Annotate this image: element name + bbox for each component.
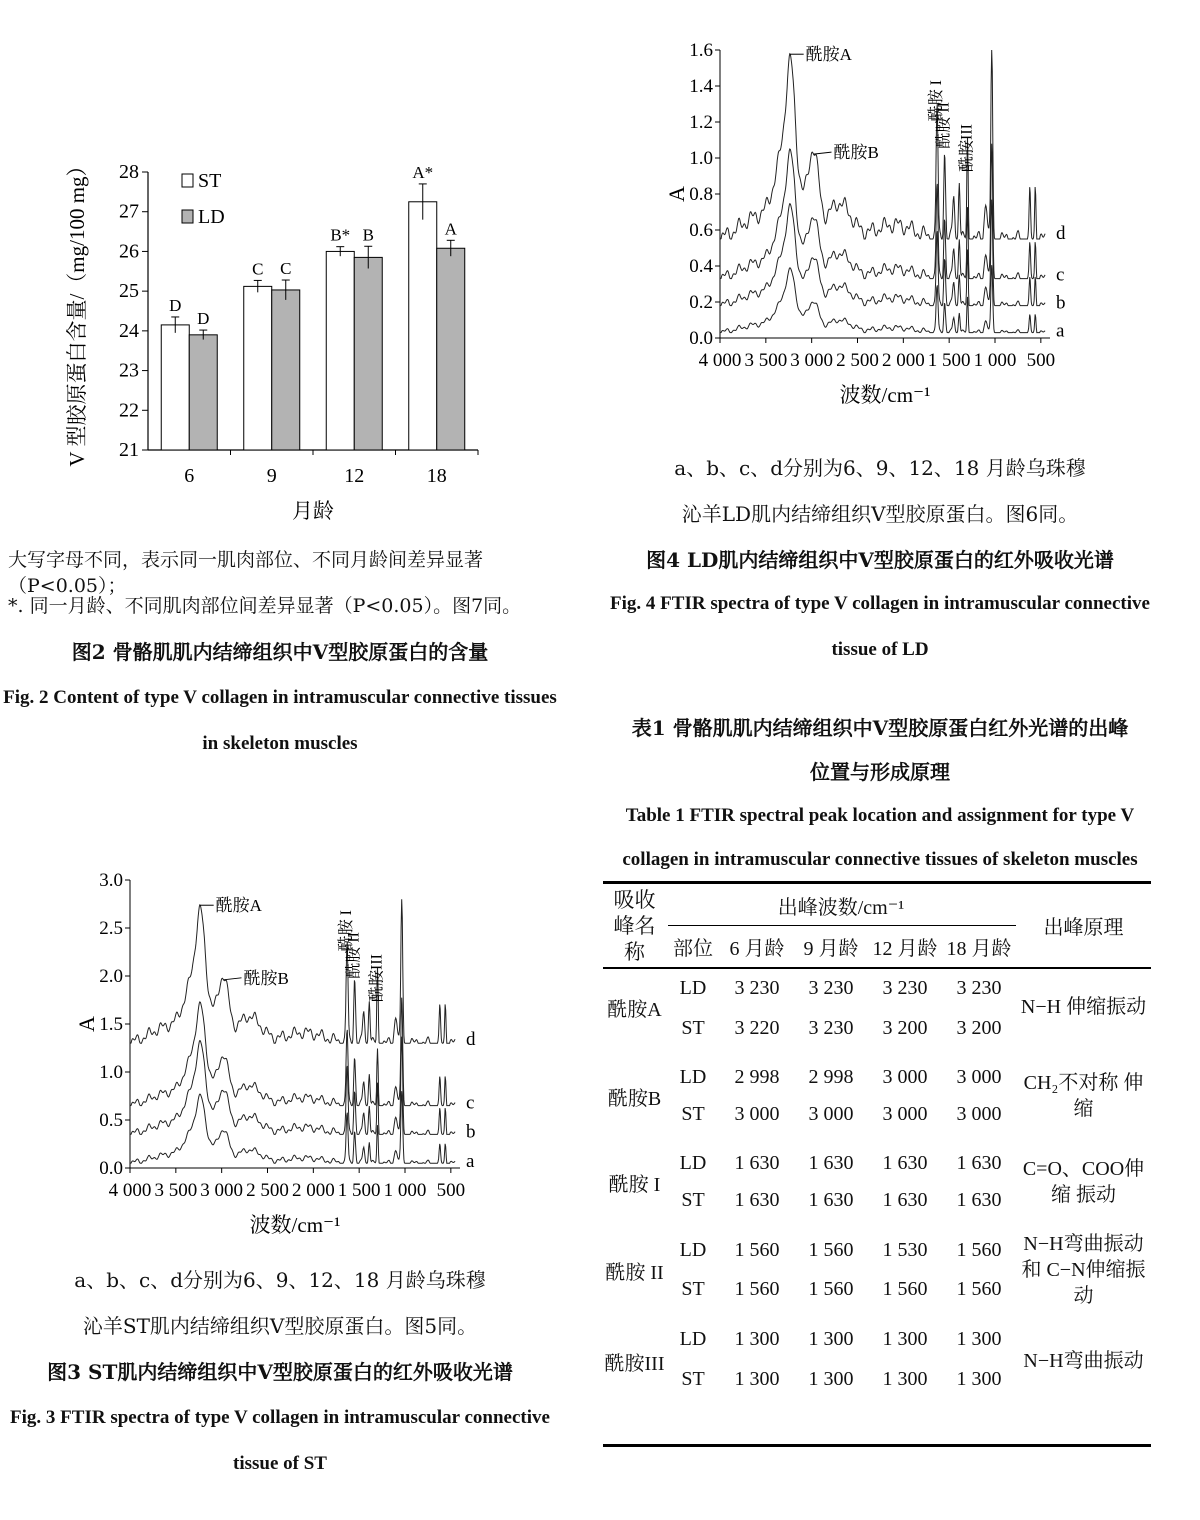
fig2-y-tick-label: 25 (119, 280, 139, 303)
fig4-y-tick-label: 1.4 (689, 76, 713, 97)
fig3-x-tick-label: 1 500 (337, 1180, 381, 1201)
th-m6: 6 月龄 (729, 938, 785, 960)
site-cell: ST (681, 1368, 705, 1390)
fig2-y-tick-label: 24 (119, 319, 139, 342)
table-row (603, 967, 1151, 1010)
th-m12: 12 月龄 (872, 938, 938, 960)
wavenumber-cell: 2 998 (734, 1066, 780, 1088)
fig4-x-tick-label: 2 000 (881, 350, 925, 371)
fig2-bar-ST (326, 251, 354, 450)
fig2-y-tick-label: 28 (119, 161, 139, 183)
wavenumber-cell: 1 630 (956, 1152, 1002, 1174)
fig4-y-tick-label: 1.2 (689, 112, 713, 133)
wavenumber-cell: 3 230 (734, 977, 780, 999)
fig2-significance-label: D (169, 295, 182, 315)
fig4-title-en-1: Fig. 4 FTIR spectra of type V collagen in intramuscular connective (610, 593, 1150, 614)
wavenumber-cell: 3 000 (956, 1066, 1002, 1088)
fig3-annotation-amide-b: 酰胺B (243, 968, 289, 988)
wavenumber-cell: 1 630 (956, 1189, 1002, 1211)
fig4-x-tick-label: 3 500 (744, 350, 788, 371)
site-cell: ST (681, 1103, 705, 1125)
fig4-title-cn: 图4 LD肌内结缔组织中Ⅴ型胶原蛋白的红外吸收光谱 (646, 548, 1114, 572)
table1-title-cn-2: 位置与形成原理 (810, 760, 950, 784)
wavenumber-cell: 1 630 (882, 1152, 928, 1174)
fig4-ftir-chart (660, 30, 1100, 430)
peak-name-cell: 酰胺 I (608, 1173, 661, 1196)
fig2-legend-label: ST (198, 170, 222, 192)
fig4-x-tick-label: 1 500 (927, 350, 971, 371)
wavenumber-cell: 1 560 (808, 1278, 854, 1300)
wavenumber-cell: 1 560 (808, 1239, 854, 1261)
wavenumber-cell: 3 000 (956, 1103, 1002, 1125)
fig4-y-tick-label: 0.6 (689, 220, 713, 241)
fig2-legend-swatch-LD (182, 210, 193, 223)
peak-name-cell: 酰胺A (607, 998, 662, 1021)
fig3-series-d (130, 899, 455, 1043)
fig4-y-tick-label: 1.6 (689, 40, 713, 61)
fig3-x-axis-title: 波数/cm⁻¹ (249, 1213, 341, 1237)
fig3-note-2: 沁羊ST肌内结缔组织Ⅴ型胶原蛋白。图5同。 (82, 1314, 478, 1338)
th-principle: 出峰原理 (1043, 917, 1124, 939)
fig3-series-label-d: d (466, 1028, 476, 1050)
fig4-y-tick-label: 0.4 (689, 256, 713, 277)
table1-title-en-2: collagen in intramuscular connective tissues of skeleton muscles (622, 849, 1138, 870)
fig2-title-en-1: Fig. 2 Content of type V collagen in intramuscular connective tissues (3, 687, 557, 708)
fig2-y-tick-label: 22 (119, 399, 139, 422)
wavenumber-cell: 3 200 (882, 1017, 928, 1039)
fig3-title-en-1: Fig. 3 FTIR spectra of type V collagen in intramuscular connective (10, 1407, 550, 1428)
principle-cell: N−H弯曲振动 (1023, 1350, 1144, 1372)
principle-cell: N−H 伸缩振动 (1020, 996, 1147, 1018)
wavenumber-cell: 3 000 (808, 1103, 854, 1125)
table-row (603, 1053, 1151, 1096)
wavenumber-cell: 2 998 (808, 1066, 854, 1088)
fig2-significance-label: D (197, 309, 210, 329)
th-site: 部位 (673, 938, 713, 960)
fig3-title-cn: 图3 ST肌内结缔组织中Ⅴ型胶原蛋白的红外吸收光谱 (47, 1360, 513, 1384)
wavenumber-cell: 3 200 (956, 1017, 1002, 1039)
wavenumber-cell: 1 630 (734, 1152, 780, 1174)
fig4-title-en-2: tissue of LD (831, 639, 929, 660)
fig3-x-tick-label: 4 000 (108, 1180, 152, 1201)
fig3-series-label-c: c (466, 1092, 475, 1114)
fig3-series-label-a: a (466, 1150, 475, 1172)
table-row (603, 1225, 1151, 1270)
wavenumber-cell: 3 000 (734, 1103, 780, 1125)
fig4-series-d (720, 50, 1045, 239)
fig4-y-tick-label: 0.2 (689, 292, 713, 313)
fig4-annotation-peak-4: 酰胺III (958, 124, 976, 172)
fig4-y-axis-title: A (664, 186, 689, 202)
fig4-series-label-a: a (1056, 320, 1065, 342)
wavenumber-cell: 1 630 (808, 1189, 854, 1211)
fig2-significance-label: A* (412, 162, 434, 182)
fig2-bar-LD (189, 335, 217, 450)
th-peak-name: 吸收峰名称 (613, 887, 656, 964)
wavenumber-cell: 1 560 (734, 1239, 780, 1261)
wavenumber-cell: 1 560 (956, 1278, 1002, 1300)
fig4-y-tick-label: 0.8 (689, 184, 713, 205)
fig2-y-tick-label: 21 (119, 439, 139, 461)
fig2-y-tick-label: 27 (119, 200, 139, 223)
table-row (603, 1139, 1151, 1182)
peak-name-cell: 酰胺B (607, 1087, 662, 1110)
fig3-series-c (130, 998, 455, 1106)
site-cell: ST (681, 1017, 705, 1039)
fig4-x-tick-label: 500 (1026, 350, 1056, 371)
fig2-significance-label: C (280, 259, 292, 279)
wavenumber-cell: 1 300 (808, 1368, 854, 1390)
fig2-legend-swatch-ST (182, 174, 193, 187)
fig3-y-tick-label: 1.0 (99, 1062, 123, 1083)
fig2-bar-ST (409, 202, 437, 450)
table-bottom-rule (603, 1444, 1151, 1447)
fig2-title-cn: 图2 骨骼肌肌内结缔组织中Ⅴ型胶原蛋白的含量 (71, 640, 489, 664)
peak-name-cell: 酰胺III (604, 1352, 665, 1375)
fig4-x-tick-label: 2 500 (836, 350, 879, 371)
fig2-x-tick-label: 12 (344, 465, 365, 487)
wavenumber-cell: 3 230 (808, 1017, 854, 1039)
fig3-x-tick-label: 3 000 (200, 1180, 244, 1201)
site-cell: LD (679, 1066, 707, 1088)
fig4-annotation-peak-3: 酰胺 II (935, 102, 953, 149)
site-cell: LD (679, 977, 707, 999)
fig2-significance-label: A (444, 219, 457, 239)
fig3-x-tick-label: 2 500 (246, 1180, 289, 1201)
fig3-y-tick-label: 0.5 (99, 1110, 123, 1131)
th-m18: 18 月龄 (946, 938, 1012, 960)
table1 (603, 884, 1151, 1401)
fig2-title-en-2: in skeleton muscles (202, 733, 358, 754)
fig3-annotation-amide-a: 酰胺A (215, 896, 262, 916)
principle-cell: C=O、COO伸缩 振动 (1022, 1158, 1145, 1206)
fig4-note-1: a、b、c、d分别为6、9、12、18 月龄乌珠穆 (674, 456, 1086, 480)
fig4-series-label-d: d (1056, 223, 1066, 245)
wavenumber-cell: 1 630 (734, 1189, 780, 1211)
th-wavenumber: 出峰波数/cm⁻¹ (777, 896, 905, 919)
principle-cell: CH₂不对称 伸缩 (1023, 1072, 1144, 1120)
site-cell: LD (679, 1152, 707, 1174)
fig4-annotation-peak-2: 酰胺 I (928, 80, 946, 122)
wavenumber-cell: 1 530 (882, 1239, 928, 1261)
fig3-x-tick-label: 500 (436, 1180, 466, 1201)
fig3-annotation-line (224, 978, 242, 980)
principle-cell: N−H弯曲振动和 C−N伸缩振动 (1021, 1233, 1146, 1307)
site-cell: LD (679, 1239, 707, 1261)
fig2-bar-chart (60, 150, 540, 530)
fig2-y-tick-label: 26 (119, 240, 139, 263)
fig3-y-tick-label: 1.5 (99, 1014, 123, 1035)
fig4-series-c (720, 144, 1045, 279)
fig4-x-tick-label: 4 000 (698, 350, 742, 371)
wavenumber-cell: 1 300 (956, 1368, 1002, 1390)
wavenumber-cell: 1 300 (956, 1328, 1002, 1350)
fig4-y-tick-label: 0.0 (689, 328, 713, 349)
fig3-annotation-peak-4: 酰胺III (368, 954, 386, 1002)
table1-title-cn-1: 表1 骨骼肌肌内结缔组织中Ⅴ型胶原蛋白红外光谱的出峰 (631, 716, 1129, 740)
fig4-note-2: 沁羊LD肌内结缔组织Ⅴ型胶原蛋白。图6同。 (681, 502, 1079, 526)
wavenumber-cell: 1 300 (734, 1368, 780, 1390)
table1-title-en-1: Table 1 FTIR spectral peak location and assignment for type V (625, 805, 1135, 826)
fig3-y-tick-label: 0.0 (99, 1158, 123, 1179)
fig4-y-tick-label: 1.0 (689, 148, 713, 169)
wavenumber-cell: 1 630 (808, 1152, 854, 1174)
wavenumber-cell: 3 230 (808, 977, 854, 999)
fig3-note-1: a、b、c、d分别为6、9、12、18 月龄乌珠穆 (74, 1268, 486, 1292)
fig2-legend-label: LD (198, 206, 225, 228)
fig4-series-label-b: b (1056, 292, 1066, 314)
wavenumber-cell: 3 230 (956, 977, 1002, 999)
site-cell: ST (681, 1189, 705, 1211)
fig2-significance-label: C (252, 259, 264, 279)
fig4-annotation-line (814, 152, 832, 154)
fig3-annotation-peak-2: 酰胺 I (338, 910, 356, 952)
fig2-x-tick-label: 9 (266, 465, 277, 487)
fig2-x-tick-label: 18 (426, 465, 447, 487)
wavenumber-cell: 3 230 (882, 977, 928, 999)
wavenumber-cell: 1 300 (808, 1328, 854, 1350)
wavenumber-cell: 1 560 (882, 1278, 928, 1300)
fig3-y-tick-label: 2.5 (99, 918, 123, 939)
table1-body (603, 967, 1151, 1401)
fig3-x-tick-label: 1 000 (383, 1180, 427, 1201)
fig3-y-tick-label: 2.0 (99, 966, 123, 987)
wavenumber-cell: 1 300 (882, 1368, 928, 1390)
fig2-note-1: 大写字母不同，表示同一肌肉部位、不同月龄间差异显著（P<0.05）； (8, 549, 484, 597)
wavenumber-cell: 1 560 (734, 1278, 780, 1300)
wavenumber-cell: 1 560 (956, 1239, 1002, 1261)
site-cell: ST (681, 1278, 705, 1300)
fig4-x-tick-label: 3 000 (790, 350, 834, 371)
fig4-series-label-c: c (1056, 264, 1065, 286)
fig4-annotation-amide-a: 酰胺A (805, 45, 852, 65)
fig4-x-tick-label: 1 000 (973, 350, 1017, 371)
table-row (603, 1315, 1151, 1358)
wavenumber-cell: 1 630 (882, 1189, 928, 1211)
fig3-annotation-peak-3: 酰胺 II (345, 932, 363, 979)
fig3-x-tick-label: 3 500 (154, 1180, 198, 1201)
fig3-y-tick-label: 3.0 (99, 870, 123, 891)
fig3-y-axis-title: A (74, 1016, 99, 1032)
fig2-bar-LD (354, 257, 382, 450)
wavenumber-cell: 1 300 (882, 1328, 928, 1350)
wavenumber-cell: 3 000 (882, 1066, 928, 1088)
fig4-annotation-amide-b: 酰胺B (833, 143, 879, 163)
th-m9: 9 月龄 (803, 938, 859, 960)
fig2-bar-LD (272, 290, 300, 450)
fig3-series-label-b: b (466, 1121, 476, 1143)
fig2-significance-label: B (362, 225, 374, 245)
site-cell: LD (679, 1328, 707, 1350)
fig3-x-tick-label: 2 000 (291, 1180, 335, 1201)
fig2-y-axis-title: V 型胶原蛋白含量/（mg/100 mg） (65, 155, 89, 467)
fig2-bar-ST (244, 286, 272, 450)
fig2-x-axis-title: 月龄 (292, 499, 334, 523)
fig2-significance-label: B* (330, 225, 351, 245)
fig4-x-axis-title: 波数/cm⁻¹ (839, 383, 931, 407)
wavenumber-cell: 1 300 (734, 1328, 780, 1350)
peak-name-cell: 酰胺 II (605, 1261, 664, 1284)
fig2-y-tick-label: 23 (119, 359, 139, 382)
fig2-x-tick-label: 6 (184, 465, 195, 487)
fig3-title-en-2: tissue of ST (233, 1453, 327, 1474)
fig2-bar-LD (437, 248, 465, 450)
wavenumber-cell: 3 220 (734, 1017, 780, 1039)
fig2-bar-ST (161, 325, 189, 450)
wavenumber-cell: 3 000 (882, 1103, 928, 1125)
fig3-ftir-chart (70, 860, 510, 1260)
fig2-note-2: *. 同一月龄、不同肌肉部位间差异显著（P<0.05）。图7同。 (8, 595, 522, 617)
